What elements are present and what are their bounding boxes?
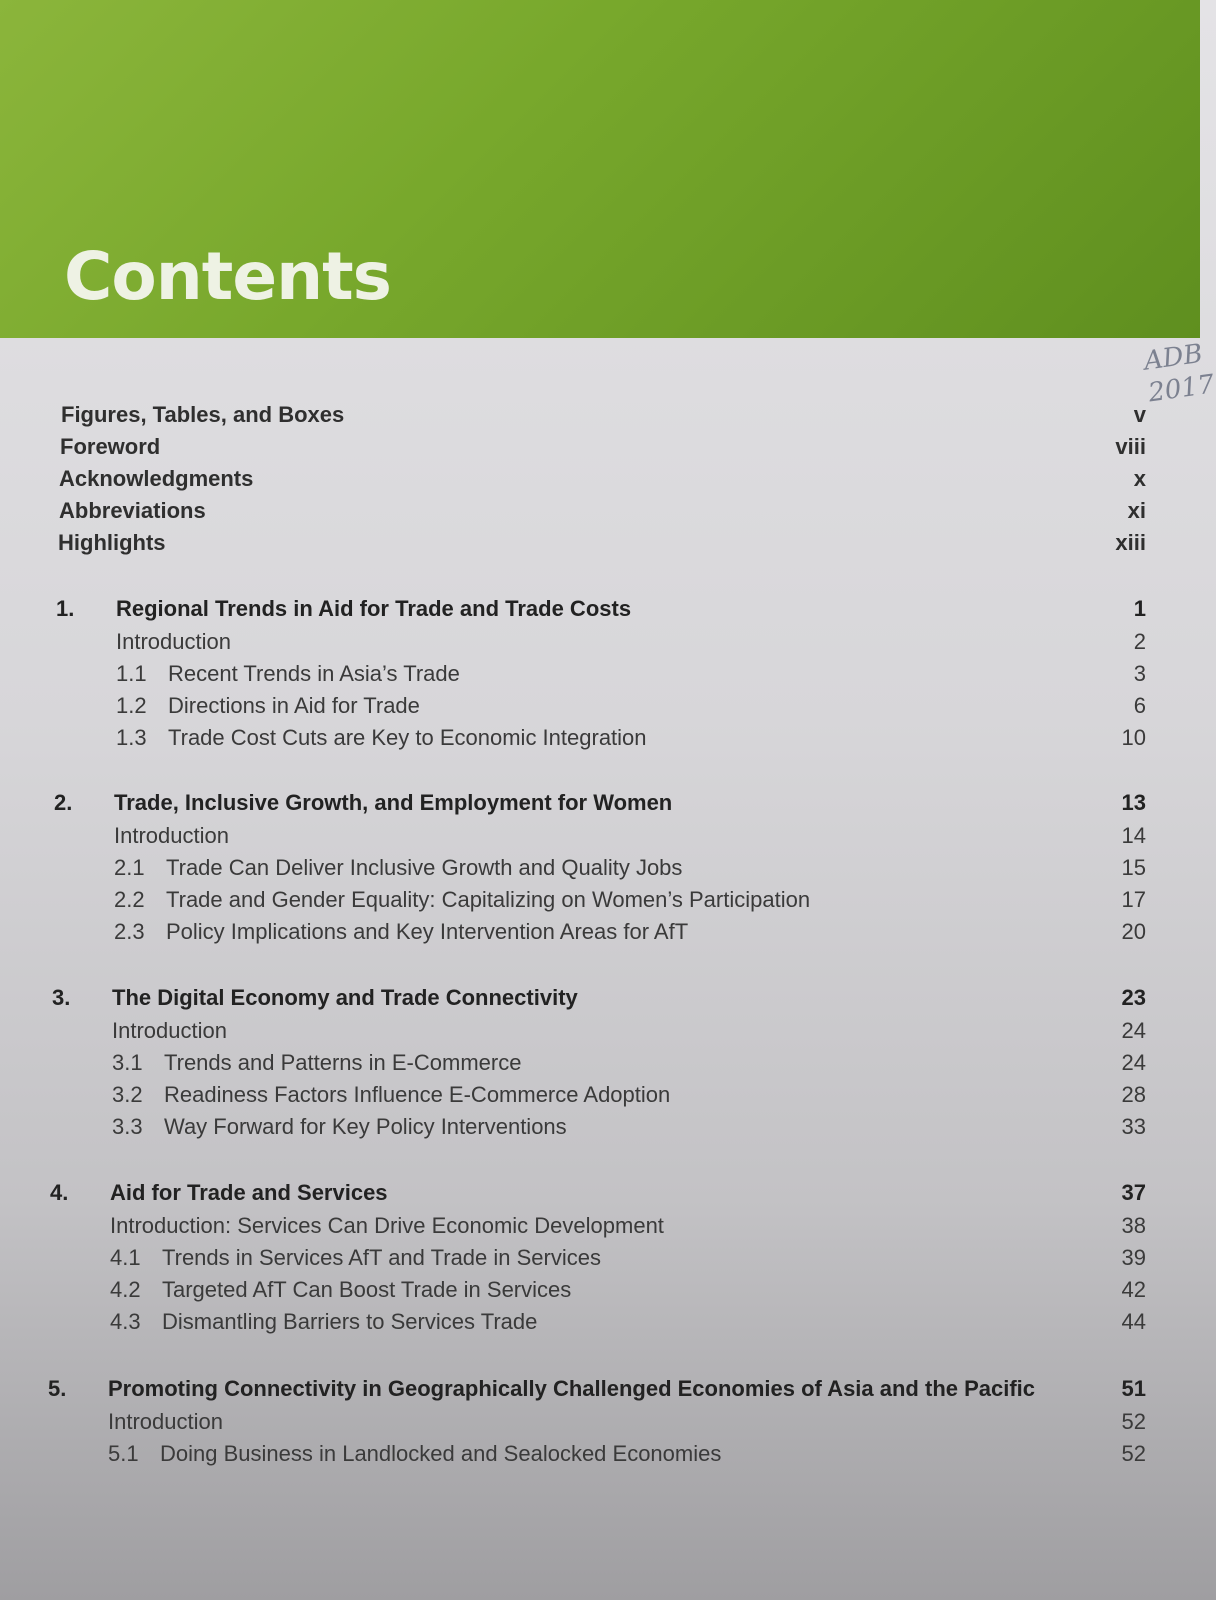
chapter-title: The Digital Economy and Trade Connectivity — [112, 985, 578, 1010]
toc-entry-title: Acknowledgments — [59, 466, 254, 491]
section-entry[interactable] — [108, 1441, 1146, 1473]
chapter-page-number: 23 — [1121, 985, 1146, 1010]
section-entry[interactable] — [110, 1277, 1146, 1309]
toc-entry-number: 2.2 — [114, 887, 145, 912]
chapter-heading[interactable] — [54, 790, 1146, 822]
toc-entry-number: 3.2 — [112, 1082, 143, 1107]
section-entry[interactable] — [116, 725, 1146, 757]
chapter-number: 5. — [48, 1376, 67, 1401]
toc-entry-title: Targeted AfT Can Boost Trade in Services — [162, 1277, 572, 1302]
chapter-title: Regional Trends in Aid for Trade and Trade Costs — [116, 596, 632, 621]
introduction-entry[interactable] — [110, 1213, 1146, 1245]
introduction-entry[interactable] — [114, 823, 1146, 855]
section-entry[interactable] — [114, 919, 1146, 951]
section-entry[interactable] — [110, 1245, 1146, 1277]
front-matter-entry[interactable] — [59, 498, 1146, 530]
toc-page-number: 52 — [1121, 1441, 1146, 1466]
toc-entry-number: 4.2 — [110, 1277, 141, 1302]
chapter-page-number: 13 — [1121, 790, 1146, 815]
toc-entry-title: Foreword — [60, 434, 161, 459]
chapter-heading[interactable] — [52, 985, 1146, 1017]
toc-entry-title: Trends in Services AfT and Trade in Services — [162, 1245, 601, 1270]
toc-entry-number: 2.3 — [114, 919, 145, 944]
toc-entry-title: Introduction — [112, 1018, 227, 1043]
toc-page-number: 20 — [1121, 919, 1146, 944]
toc-page-number: 14 — [1121, 823, 1146, 848]
toc-page-number: 38 — [1121, 1213, 1146, 1238]
toc-page-number: 39 — [1121, 1245, 1146, 1270]
toc-entry-title: Introduction — [116, 629, 231, 654]
toc-page-number: 3 — [1133, 661, 1146, 686]
toc-entry-title: Trade and Gender Equality: Capitalizing on Women’s Participation — [166, 887, 811, 912]
section-entry[interactable] — [116, 693, 1146, 725]
toc-page-number: 44 — [1121, 1309, 1146, 1334]
toc-entry-title: Highlights — [58, 530, 166, 555]
toc-entry-number: 3.3 — [112, 1114, 143, 1139]
toc-entry-number: 4.3 — [110, 1309, 141, 1334]
handwritten-annotation: ADB 2017 — [1142, 338, 1216, 409]
toc-page-number: xiii — [1115, 530, 1146, 555]
toc-entry-title: Introduction — [108, 1409, 223, 1434]
chapter-number: 1. — [56, 596, 75, 621]
toc-entry-title: Recent Trends in Asia’s Trade — [168, 661, 460, 686]
chapter-title: Aid for Trade and Services — [110, 1180, 388, 1205]
toc-entry-title: Trade Cost Cuts are Key to Economic Integration — [168, 725, 647, 750]
toc-entry-title: Directions in Aid for Trade — [168, 693, 420, 718]
toc-entry-title: Dismantling Barriers to Services Trade — [162, 1309, 538, 1334]
toc-entry-number: 2.1 — [114, 855, 145, 880]
front-matter-entry[interactable] — [60, 434, 1146, 466]
toc-entry-number: 1.3 — [116, 725, 147, 750]
toc-entry-number: 1.1 — [116, 661, 147, 686]
toc-entry-title: Abbreviations — [59, 498, 206, 523]
toc-page-number: 42 — [1121, 1277, 1146, 1302]
toc-page-number: 17 — [1121, 887, 1146, 912]
chapter-heading[interactable] — [50, 1180, 1146, 1212]
chapter-number: 3. — [52, 985, 71, 1010]
page-title: Contents — [64, 238, 391, 315]
chapter-page-number: 51 — [1121, 1376, 1146, 1401]
toc-page-number: 52 — [1121, 1409, 1146, 1434]
toc-page-number: 10 — [1121, 725, 1146, 750]
front-matter-entry[interactable] — [59, 466, 1146, 498]
front-matter-entry[interactable] — [61, 402, 1146, 434]
toc-entry-title: Trends and Patterns in E-Commerce — [164, 1050, 522, 1075]
toc-entry-title: Doing Business in Landlocked and Sealocked Economies — [160, 1441, 722, 1466]
section-entry[interactable] — [116, 661, 1146, 693]
chapter-number: 2. — [54, 790, 73, 815]
toc-page-number: 24 — [1121, 1050, 1146, 1075]
section-entry[interactable] — [112, 1082, 1146, 1114]
toc-page-number: xi — [1127, 498, 1146, 523]
toc-entry-title: Policy Implications and Key Intervention Areas for AfT — [166, 919, 689, 944]
front-matter-entry[interactable] — [58, 530, 1146, 562]
toc-page-number: x — [1133, 466, 1146, 491]
section-entry[interactable] — [114, 855, 1146, 887]
chapter-title: Promoting Connectivity in Geographically Challenged Economies of Asia and the Pacific — [108, 1376, 1036, 1401]
section-entry[interactable] — [112, 1050, 1146, 1082]
toc-entry-title: Way Forward for Key Policy Interventions — [164, 1114, 567, 1139]
chapter-title: Trade, Inclusive Growth, and Employment for Women — [114, 790, 673, 815]
toc-entry-title: Figures, Tables, and Boxes — [61, 402, 345, 427]
toc-entry-number: 4.1 — [110, 1245, 141, 1270]
toc-page-number: viii — [1115, 434, 1146, 459]
section-entry[interactable] — [112, 1114, 1146, 1146]
introduction-entry[interactable] — [116, 629, 1146, 661]
toc-entry-number: 1.2 — [116, 693, 147, 718]
toc-page-number: 15 — [1121, 855, 1146, 880]
toc-entry-number: 3.1 — [112, 1050, 143, 1075]
toc-entry-title: Trade Can Deliver Inclusive Growth and Quality Jobs — [166, 855, 683, 880]
toc-page-number: 24 — [1121, 1018, 1146, 1043]
section-entry[interactable] — [110, 1309, 1146, 1341]
introduction-entry[interactable] — [108, 1409, 1146, 1441]
chapter-number: 4. — [50, 1180, 69, 1205]
section-entry[interactable] — [114, 887, 1146, 919]
chapter-page-number: 37 — [1121, 1180, 1146, 1205]
toc-entry-number: 5.1 — [108, 1441, 139, 1466]
toc-entry-title: Introduction — [114, 823, 229, 848]
toc-page-number: v — [1133, 402, 1146, 427]
toc-page-number: 33 — [1121, 1114, 1146, 1139]
chapter-page-number: 1 — [1133, 596, 1146, 621]
toc-entry-title: Readiness Factors Influence E-Commerce Adoption — [164, 1082, 671, 1107]
toc-page-number: 6 — [1133, 693, 1146, 718]
toc-page-number: 28 — [1121, 1082, 1146, 1107]
toc-page-number: 2 — [1133, 629, 1146, 654]
chapter-heading[interactable] — [48, 1376, 1146, 1408]
toc-entry-title: Introduction: Services Can Drive Economic Development — [110, 1213, 664, 1238]
introduction-entry[interactable] — [112, 1018, 1146, 1050]
chapter-heading[interactable] — [56, 596, 1146, 628]
